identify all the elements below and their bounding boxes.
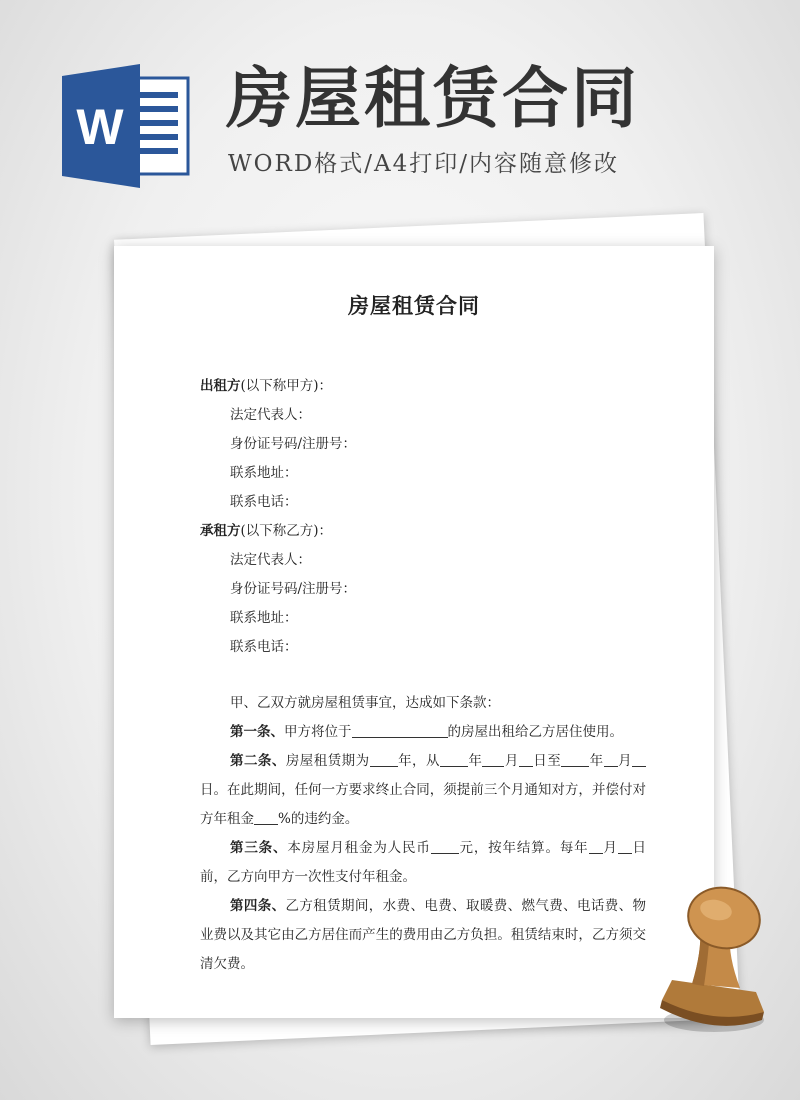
clause-3-label: 第三条、 <box>230 840 288 856</box>
clause-3-text-d: 日前，乙方向甲方一次性支付年租金。 <box>200 840 647 885</box>
lessee-heading <box>200 517 670 546</box>
start-year-blank <box>440 752 468 767</box>
clause-1-text-b: 的房屋出租给乙方居住使用。 <box>447 724 623 740</box>
parties-section <box>200 372 670 662</box>
rent-amount-blank <box>431 839 459 854</box>
lessee-representative-field: 法定代表人： <box>230 552 311 568</box>
clause-3-text-b: 元，按年结算。每年 <box>458 840 589 856</box>
word-logo-letter: W <box>76 99 124 155</box>
start-day-blank <box>519 752 533 767</box>
clause-2-text-h: 日。在此期间，任何一方要求终止合同，须提前三个月通知对方，并偿付对方年租金 <box>200 782 646 827</box>
clause-2-text-c: 年 <box>467 753 483 769</box>
clause-2-text-i: %的违约金。 <box>278 811 359 827</box>
clause-1-label: 第一条、 <box>230 724 284 740</box>
lessor-phone-field: 联系电话： <box>230 494 298 510</box>
clauses-section <box>200 689 646 979</box>
end-month-blank <box>604 752 618 767</box>
clause-2-text-f: 年 <box>589 753 604 769</box>
clause-2-label: 第二条、 <box>230 753 286 769</box>
penalty-percent-blank <box>254 810 278 825</box>
clause-2-text-a: 房屋租赁期为 <box>285 753 370 769</box>
clause-1 <box>200 718 646 747</box>
lessee-note: (以下称乙方)： <box>240 523 333 539</box>
clause-3-text-a: 本房屋月租金为人民币 <box>287 840 431 856</box>
end-day-blank <box>632 752 646 767</box>
banner-subtitle: WORD格式/A4打印/内容随意修改 <box>228 151 619 177</box>
lessor-address-field: 联系地址： <box>230 465 298 481</box>
lessor-id-number-field: 身份证号码/注册号： <box>230 436 357 452</box>
lessor-label: 出租方 <box>200 378 241 394</box>
lessor-note: (以下称甲方)： <box>240 378 333 394</box>
intro-paragraph: 甲、乙双方就房屋租赁事宜，达成如下条款： <box>230 695 500 711</box>
pay-day-blank <box>618 839 632 854</box>
clause-4-text: 乙方租赁期间，水费、电费、取暖费、燃气费、电话费、物业费以及其它由乙方居住而产生的费用由乙方负担。租赁结束时，乙方须交清欠费。 <box>200 898 647 972</box>
lessee-phone-field: 联系电话： <box>230 639 298 655</box>
clause-4 <box>200 892 646 979</box>
lessor-representative-field: 法定代表人： <box>230 407 311 423</box>
pay-month-blank <box>589 839 603 854</box>
start-month-blank <box>482 752 504 767</box>
lessee-id-number-field: 身份证号码/注册号： <box>230 581 357 597</box>
clause-1-text-a: 甲方将位于 <box>284 724 352 740</box>
end-year-blank <box>561 752 589 767</box>
clause-2-text-d: 月 <box>504 753 519 769</box>
address-blank <box>352 723 448 738</box>
clause-3-text-c: 月 <box>602 840 618 856</box>
clause-2-text-e: 日至 <box>532 753 562 769</box>
clause-2-text-g: 月 <box>617 753 633 769</box>
document-page <box>114 246 714 1018</box>
document-title: 房屋租赁合同 <box>348 293 480 318</box>
word-logo-icon <box>62 64 192 188</box>
banner-header <box>0 0 800 230</box>
clause-2-text-b: 年，从 <box>397 753 440 769</box>
lessee-label: 承租方 <box>200 523 241 539</box>
clause-2 <box>200 747 646 834</box>
clause-4-label: 第四条、 <box>230 898 286 914</box>
banner-title: 房屋租赁合同 <box>226 60 640 137</box>
clause-3 <box>200 834 646 892</box>
term-years-blank <box>370 752 398 767</box>
lessee-address-field: 联系地址： <box>230 610 298 626</box>
wooden-stamp-icon <box>652 880 782 1040</box>
lessor-heading <box>200 372 670 401</box>
